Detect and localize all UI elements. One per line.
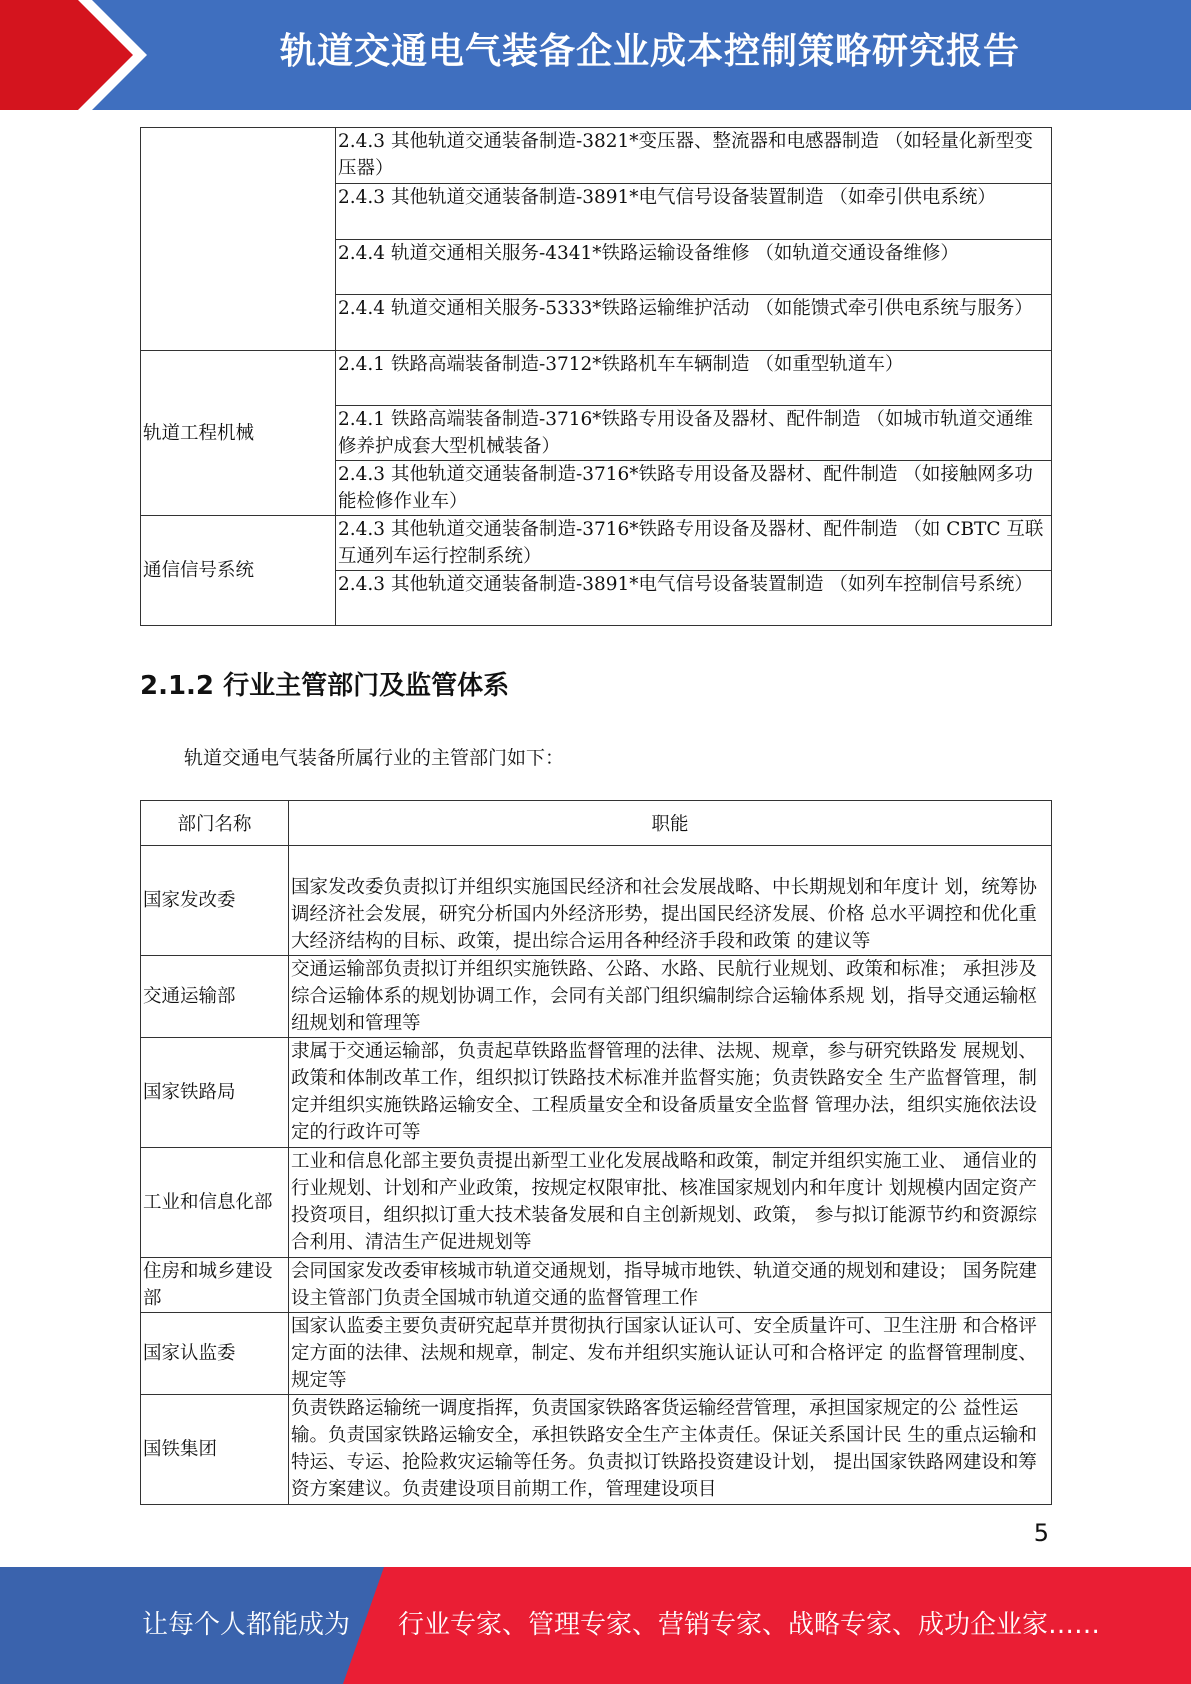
table-row xyxy=(141,1395,1052,1505)
table-row xyxy=(141,516,1052,571)
table-row xyxy=(141,1148,1052,1258)
classification-cell: 2.4.3 其他轨道交通装备制造-3891*电气信号设备装置制造 （如牵引供电系统） xyxy=(336,184,1052,240)
table-row xyxy=(141,128,1052,184)
section-heading: 2.1.2 行业主管部门及监管体系 xyxy=(140,671,510,701)
department-name: 国家铁路局 xyxy=(141,1038,289,1148)
classification-cell: 2.4.3 其他轨道交通装备制造-3716*铁路专用设备及器材、配件制造 （如接触网多功能检修作业车） xyxy=(336,461,1052,516)
department-duty: 工业和信息化部主要负责提出新型工业化发展战略和政策，制定并组织实施工业、 通信业的行业规划、计划和产业政策，按规定权限审批、核准国家规划内和年度计 划规模内固定资产投资项目，组织拟订重大技术装备发展和自主创新规划、政策， 参与拟订能源节约和资源综合利用、清洁生产促进规划等 xyxy=(289,1148,1052,1258)
table-row xyxy=(141,956,1052,1038)
department-name: 国家认监委 xyxy=(141,1313,289,1395)
footer-slogan-right: 行业专家、管理专家、营销专家、战略专家、成功企业家…… xyxy=(398,1610,1101,1640)
department-duty: 会同国家发改委审核城市轨道交通规划，指导城市地铁、轨道交通的规划和建设； 国务院建设主管部门负责全国城市轨道交通的监督管理工作 xyxy=(289,1258,1052,1313)
column-header-name: 部门名称 xyxy=(141,801,289,846)
category-cell: 轨道工程机械 xyxy=(141,351,336,516)
department-name: 工业和信息化部 xyxy=(141,1148,289,1258)
table-row xyxy=(141,1258,1052,1313)
category-cell xyxy=(141,128,336,351)
department-name: 住房和城乡建设部 xyxy=(141,1258,289,1313)
column-header-duty: 职能 xyxy=(289,801,1052,846)
page-footer xyxy=(0,1567,1191,1684)
industry-classification-table xyxy=(140,127,1052,626)
table-row xyxy=(141,846,1052,956)
header-arrow-decoration xyxy=(0,0,150,110)
table-row xyxy=(141,351,1052,406)
department-name: 交通运输部 xyxy=(141,956,289,1038)
classification-cell: 2.4.3 其他轨道交通装备制造-3821*变压器、整流器和电感器制造 （如轻量化新型变压器） xyxy=(336,128,1052,184)
regulator-table xyxy=(140,800,1052,1505)
report-title: 轨道交通电气装备企业成本控制策略研究报告 xyxy=(279,31,1020,72)
footer-slogan-left: 让每个人都能成为 xyxy=(142,1610,351,1640)
classification-cell: 2.4.4 轨道交通相关服务-4341*铁路运输设备维修 （如轨道交通设备维修） xyxy=(336,240,1052,295)
classification-cell: 2.4.1 铁路高端装备制造-3716*铁路专用设备及器材、配件制造 （如城市轨道交通维修养护成套大型机械装备） xyxy=(336,406,1052,461)
page-number: 5 xyxy=(1033,1519,1049,1547)
department-duty: 负责铁路运输统一调度指挥，负责国家铁路客货运输经营管理，承担国家规定的公 益性运输。负责国家铁路运输安全，承担铁路安全生产主体责任。保证关系国计民 生的重点运输和特运、专运、抢险救灾运输等任务。负责拟订铁路投资建设计划， 提出国家铁路网建设和筹资方案建议。负责建设项目前期工作，管理建设项目 xyxy=(289,1395,1052,1505)
classification-cell: 2.4.3 其他轨道交通装备制造-3891*电气信号设备装置制造 （如列车控制信号系统） xyxy=(336,571,1052,626)
table-header-row xyxy=(141,801,1052,846)
department-duty: 隶属于交通运输部，负责起草铁路监督管理的法律、法规、规章，参与研究铁路发 展规划、政策和体制改革工作，组织拟订铁路技术标准并监督实施；负责铁路安全 生产监督管理，制定并组织实施铁路运输安全、工程质量安全和设备质量安全监督 管理办法，组织实施依法设定的行政许可等 xyxy=(289,1038,1052,1148)
department-name: 国铁集团 xyxy=(141,1395,289,1505)
classification-cell: 2.4.4 轨道交通相关服务-5333*铁路运输维护活动 （如能馈式牵引供电系统与服务） xyxy=(336,295,1052,351)
classification-cell: 2.4.1 铁路高端装备制造-3712*铁路机车车辆制造 （如重型轨道车） xyxy=(336,351,1052,406)
category-cell: 通信信号系统 xyxy=(141,516,336,626)
classification-cell: 2.4.3 其他轨道交通装备制造-3716*铁路专用设备及器材、配件制造 （如 CBTC 互联互通列车运行控制系统） xyxy=(336,516,1052,571)
table-row xyxy=(141,1313,1052,1395)
department-duty: 交通运输部负责拟订并组织实施铁路、公路、水路、民航行业规划、政策和标准； 承担涉及综合运输体系的规划协调工作，会同有关部门组织编制综合运输体系规 划，指导交通运输枢纽规划和管理等 xyxy=(289,956,1052,1038)
department-name: 国家发改委 xyxy=(141,846,289,956)
table-row xyxy=(141,1038,1052,1148)
department-duty: 国家认监委主要负责研究起草并贯彻执行国家认证认可、安全质量许可、卫生注册 和合格评定方面的法律、法规和规章，制定、发布并组织实施认证认可和合格评定 的监督管理制度、规定等 xyxy=(289,1313,1052,1395)
department-duty: 国家发改委负责拟订并组织实施国民经济和社会发展战略、中长期规划和年度计 划，统筹协调经济社会发展，研究分析国内外经济形势，提出国民经济发展、价格 总水平调控和优化重大经济结构的目标、政策，提出综合运用各种经济手段和政策 的建议等 xyxy=(289,846,1052,956)
section-intro: 轨道交通电气装备所属行业的主管部门如下： xyxy=(184,747,565,769)
page-header xyxy=(0,0,1191,110)
